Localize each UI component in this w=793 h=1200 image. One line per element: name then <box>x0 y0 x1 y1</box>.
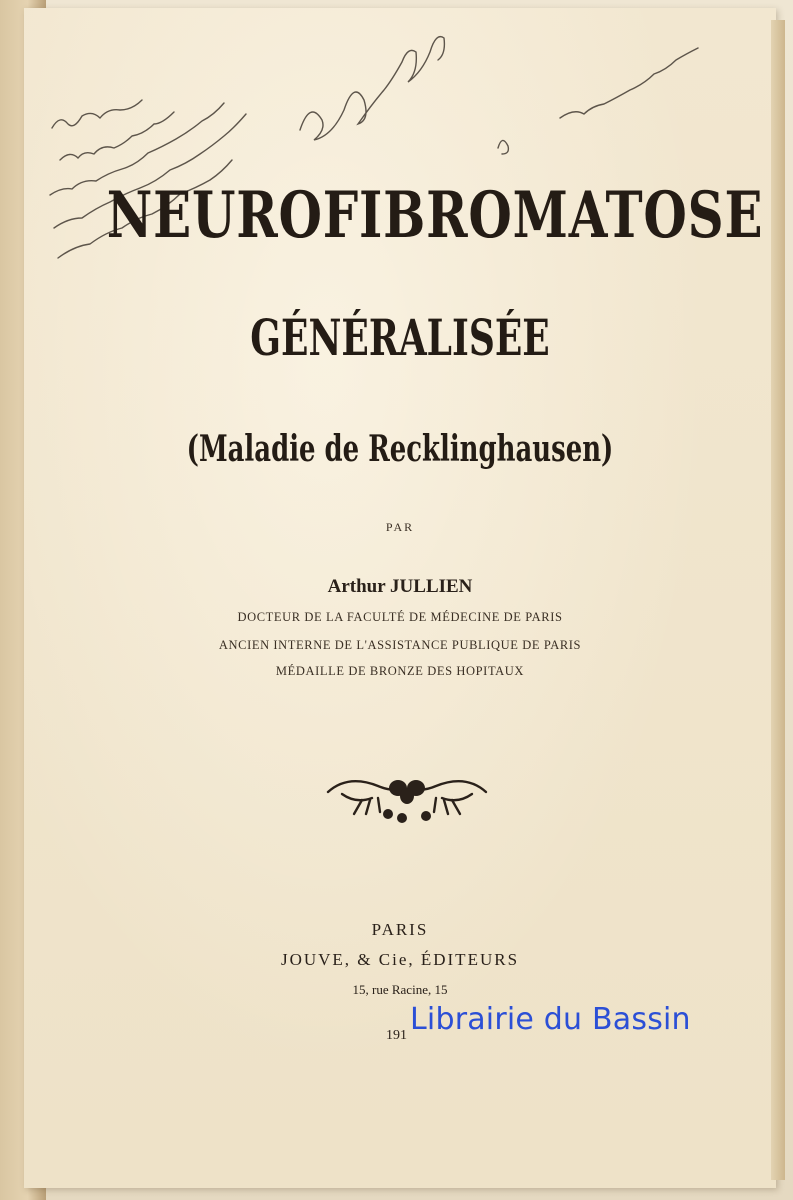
watermark-text: Librairie du Bassin <box>410 1002 691 1037</box>
credential-2: ANCIEN INTERNE DE L'ASSISTANCE PUBLIQUE DE PARIS <box>218 638 582 652</box>
author-name: Arthur JULLIEN <box>327 576 473 597</box>
by-label: PAR <box>385 520 415 534</box>
credential-3: MÉDAILLE DE BRONZE DES HOPITAUX <box>275 664 525 678</box>
imprint-year: 191 <box>386 1028 407 1043</box>
imprint-city: PARIS <box>371 920 429 939</box>
page-stack-edge <box>771 20 785 1180</box>
title-line-2: GÉNÉRALISÉE <box>250 308 550 367</box>
imprint-publisher: JOUVE, & Cie, ÉDITEURS <box>280 950 520 969</box>
credential-1: DOCTEUR DE LA FACULTÉ DE MÉDECINE DE PARIS <box>237 610 563 624</box>
imprint-address: 15, rue Racine, 15 <box>352 982 448 997</box>
floral-ornament-icon <box>322 770 492 830</box>
title-subtitle: (Maladie de Recklinghausen) <box>186 428 614 470</box>
title-line-1: NEUROFIBROMATOSE <box>106 178 764 253</box>
